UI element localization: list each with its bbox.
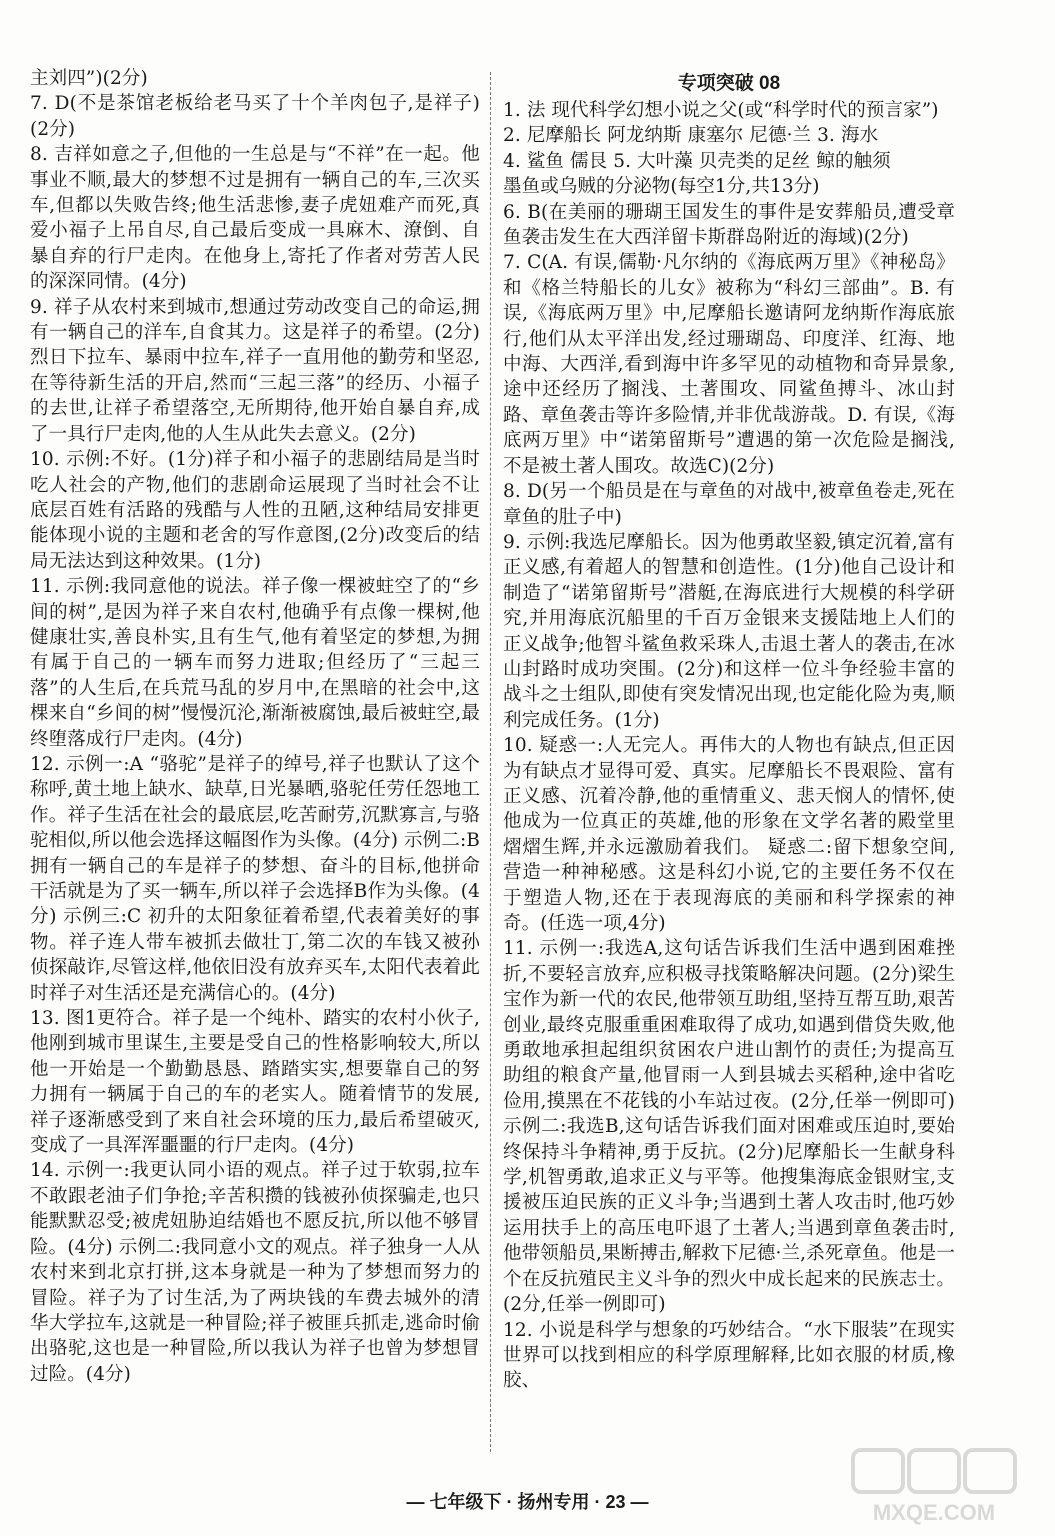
answer-item: 1. 法 现代科学幻想小说之父(或“科学时代的预言家”)	[503, 100, 939, 121]
answer-item: 2. 尼摩船长 阿龙纳斯 康塞尔 尼德·兰 3. 海水	[503, 125, 879, 147]
watermark-logo	[849, 1446, 1019, 1526]
answer-item: 9. 祥子从农村来到城市,想通过劳动改变自己的命运,拥有一辆自己的洋车,自食其力。这是祥子的希望。(2分)烈日下拉车、暴雨中拉车,祥子一直用他的勤劳和坚忍,在等待新生活的开启,然而“三起三落”的经历、小福子的去世,让祥子希望落空,无所期待,他开始自暴自弃,成了一具行尸走肉,他的人生从此失去意义。(2分)	[30, 296, 480, 445]
answer-item: 9. 示例:我选尼摩船长。因为他勇敢坚毅,镇定沉着,富有正义感,有着超人的智慧和创造性。(1分)他自己设计和制造了“诺第留斯号”潜艇,在海底进行大规模的科学研究,并用海底沉船里的千百万金银来支援陆地上人们的正义战争;他智斗鲨鱼救采珠人,击退土著人的袭击,在冰山封路时成功突围。(2分)和这样一位斗争经验丰富的战斗之士组队,即使有突发情况出现,也定能化险为夷,顺利完成任务。(1分)	[503, 531, 955, 731]
answer-item: 14. 示例一:我更认同小语的观点。祥子过于软弱,拉车不敢跟老油子们争抢;辛苦积攒的钱被孙侦探骗走,也只能默默忍受;被虎妞胁迫结婚也不愿反抗,所以他不够冒险。(4分) 示例二:我同意小文的观点。祥子独身一人从农村来到北京打拼,这本身就是一种为了梦想而努力的冒险。祥子为了讨生活,为了两块钱的车费去城外的清华大学拉车,这就是一种冒险;祥子被匪兵抓走,逃命时偷出骆驼,这也是一种冒险,所以我认为祥子也曾为梦想冒过险。(4分)	[30, 1160, 480, 1385]
answer-item: 11. 示例一:我选A,这句话告诉我们生活中遇到困难挫折,不要轻言放弃,应积极寻找策略解决问题。(2分)梁生宝作为新一代的农民,他带领互助组,坚持互帮互助,艰苦创业,最终克服重重困难取得了成功,如遇到借贷失败,他勇敢地承担起组织贫困农户进山割竹的责任;为提高互助组的粮食产量,他冒雨一人到县城去买稻种,途中省吃俭用,摸黑在不花钱的小车站过夜。(2分,任举一例即可) 示例二:我选B,这句话告诉我们面对困难或压迫时,要始终保持斗争精神,勇于反抗。(2分)尼摩船长一生献身科学,机智勇敢,追求正义与平等。他搜集海底金银财宝,支援被压迫民族的正义斗争;当遇到土著人攻击时,他巧妙运用扶手上的高压电吓退了土著人;当遇到章鱼袭击时,他带领船员,果断搏击,解救下尼德·兰,杀死章鱼。他是一个在反抗殖民主义斗争的烈火中成长起来的民族志士。(2分,任举一例即可)	[503, 938, 961, 1316]
section-title: 专项突破 08	[677, 73, 781, 94]
answer-item: 7. D(不是茶馆老板给老马买了十个羊肉包子,是祥子)(2分)	[30, 93, 480, 140]
answer-item: 墨鱼或乌贼的分泌物(每空1分,共13分)	[503, 176, 820, 198]
watermark-text: MXQE.COM	[872, 1500, 996, 1525]
answer-item: 4. 鲨鱼 儒艮 5. 大叶藻 贝壳类的足丝 鲸的触须	[503, 150, 891, 172]
column-divider	[490, 72, 491, 1452]
answer-item: 13. 图1更符合。祥子是一个纯朴、踏实的农村小伙子,他刚到城市里谋生,主要是受自己的性格影响较大,所以他一开始是一个勤勤恳恳、踏踏实实,想要靠自己的努力拥有一辆属于自己的车的老实人。随着情节的发展,祥子逐渐感受到了来自社会环境的压力,最后希望破灭,变成了一具浑浑噩噩的行尸走肉。(4分)	[30, 1008, 480, 1157]
page-footer: — 七年级下 · 扬州专用 · 23 —	[406, 1492, 649, 1512]
answer-item: 主刘四”)(2分)	[30, 68, 148, 89]
answer-item: 12. 小说是科学与想象的巧妙结合。“水下服装”在现实世界可以找到相应的科学原理解释,比如衣服的材质,橡胶、	[503, 1319, 955, 1392]
answer-item: 12. 示例一:A “骆驼”是祥子的绰号,祥子也默认了这个称呼,黄土地上缺水、缺草,日光暴晒,骆驼任劳任怨地工作。祥子生活在社会的最底层,吃苦耐劳,沉默寡言,与骆驼相似,所以他会选择这幅图作为头像。(4分) 示例二:B 拥有一辆自己的车是祥子的梦想、奋斗的目标,他拼命干活就是为了买一辆车,所以祥子会选择B作为头像。(4分) 示例三:C 初升的太阳象征着希望,代表着美好的事物。祥子连人带车被抓去做壮丁,第二次的车钱又被孙侦探敲诈,尽管这样,他依旧没有放弃买车,太阳代表着此时祥子对生活还是充满信心的。(4分)	[30, 753, 486, 1004]
answer-item: 7. C(A. 有误,儒勒·凡尔纳的《海底两万里》《神秘岛》和《格兰特船长的儿女》被称为“科幻三部曲”。B. 有误,《海底两万里》中,尼摩船长邀请阿龙纳斯作海底旅行,他们从太平洋出发,经过珊瑚岛、印度洋、红海、地中海、大西洋,看到海中许多罕见的动植物和奇异景象,途中还经历了搁浅、土著围攻、同鲨鱼搏斗、冰山封路、章鱼袭击等许多险情,并非优哉游哉。D. 有误,《海底两万里》中“诺第留斯号”遭遇的第一次危险是搁浅,不是被土著人围攻。故选C)(2分)	[503, 252, 955, 477]
answer-item: 6. B(在美丽的珊瑚王国发生的事件是安葬船员,遭受章鱼袭击发生在大西洋留卡斯群岛附近的海域)(2分)	[503, 201, 955, 249]
answer-item: 8. 吉祥如意之子,但他的一生总是与“不祥”在一起。他事业不顺,最大的梦想不过是拥有一辆自己的车,三次买车,但都以失败告终;他生活悲惨,妻子虎妞难产而死,真爱小福子上吊自尽,自己最后变成一具麻木、潦倒、自暴自弃的行尸走肉。在他身上,寄托了作者对劳苦人民的深深同情。(4分)	[30, 144, 480, 293]
left-column	[30, 66, 486, 1387]
answer-item: 8. D(另一个船员是在与章鱼的对战中,被章鱼卷走,死在章鱼的肚子中)	[503, 481, 955, 528]
answer-item: 10. 疑惑一:人无完人。再伟大的人物也有缺点,但正因为有缺点才显得可爱、真实。尼摩船长不畏艰险、富有正义感、沉着冷静,他的重情重义、悲天悯人的情怀,使他成为一位真正的英雄,他的形象在文学名著的殿堂里熠熠生辉,并永远激励着我们。 疑惑二:留下想象空间,营造一种神秘感。这是科幻小说,它的主要任务不仅在于塑造人物,还在于表现海底的美丽和科学探索的神奇。(任选一项,4分)	[503, 735, 955, 934]
answer-item: 10. 示例:不好。(1分)祥子和小福子的悲剧结局是当时吃人社会的产物,他们的悲剧命运展现了当时社会不让底层百姓有活路的残酷与人性的丑陋,这种结局安排更能体现小说的主题和老舍的写作意图,(2分)改变后的结局无法达到这种效果。(1分)	[30, 449, 480, 572]
right-column	[503, 60, 961, 1394]
answer-item: 11. 示例:我同意他的说法。祥子像一棵被蛀空了的“乡间的树”,是因为祥子来自农村,他确乎有点像一棵树,他健康壮实,善良朴实,且有生气,他有着坚定的梦想,为拥有属于自己的一辆车而努力进取;但经历了“三起三落”的人生后,在兵荒马乱的岁月中,在黑暗的社会中,这棵来自“乡间的树”慢慢沉沦,渐渐被腐蚀,最后被蛀空,最终堕落成行尸走肉。(4分)	[30, 576, 480, 750]
